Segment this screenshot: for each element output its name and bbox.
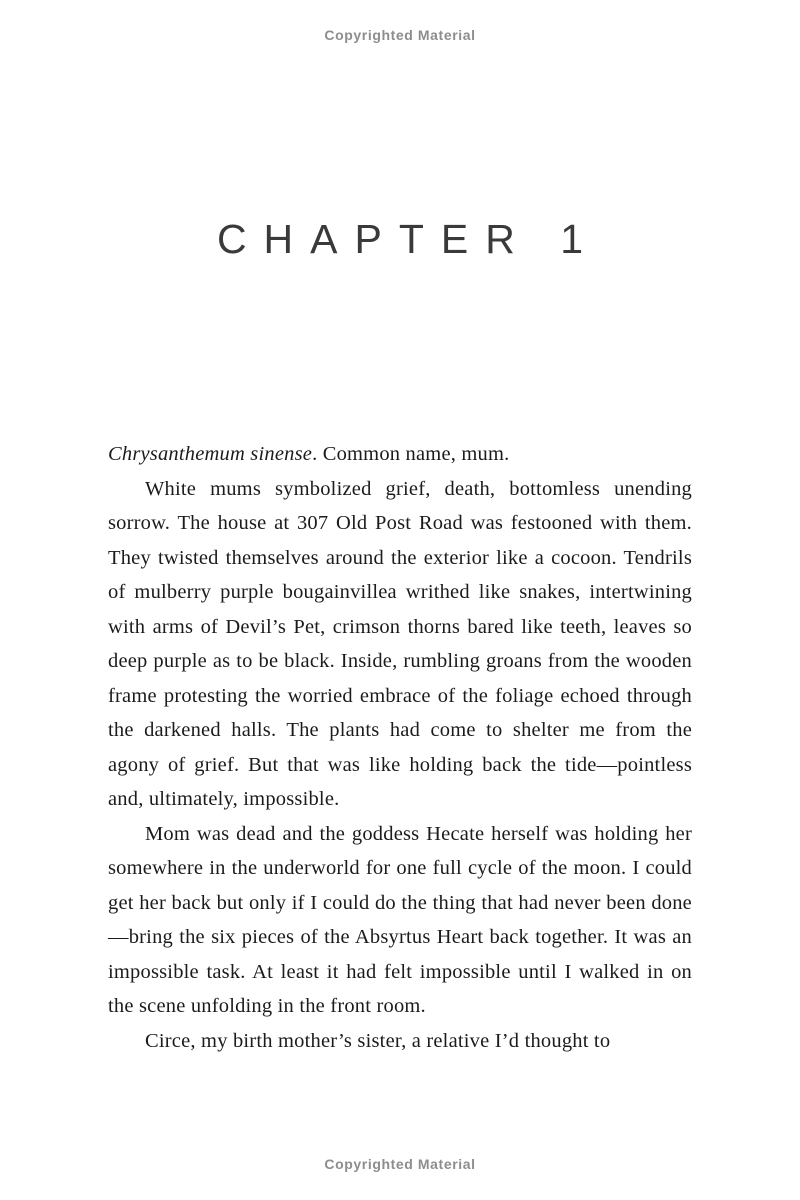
body-text	[108, 437, 692, 1058]
paragraph-mom-dead: Mom was dead and the goddess Hecate herself was holding her somewhere in the underworld for one full cycle of the moon. I could get her back but only if I could do the thing that had never been done—bring the six pieces of the Absyrtus Heart back together. It was an impossible task. At least it had felt impossible until I walked in on the scene unfolding in the front room.	[108, 822, 692, 1017]
copyright-notice-top: Copyrighted Material	[324, 27, 476, 43]
paragraph-circe: Circe, my birth mother’s sister, a relative I’d thought to	[145, 1029, 611, 1052]
paragraph-white-mums: White mums symbolized grief, death, bottomless unending sorrow. The house at 307 Old Post Road was festooned with them. They twisted themselves around the exterior like a cocoon. Tendrils of mulberry purple bougainvillea writhed like snakes, intertwining with arms of Devil’s Pet, crimson thorns bared like teeth, leaves so deep purple as to be black. Inside, rumbling groans from the wooden frame protesting the worried embrace of the foliage echoed through the darkened halls. The plants had come to shelter me from the agony of grief. But that was like holding back the tide—pointless and, ultimately, impossible.	[108, 477, 692, 810]
paragraph-opening-rest: . Common name, mum.	[312, 443, 510, 465]
species-name-italic: Chrysanthemum sinense	[108, 443, 313, 465]
paragraph-opening	[108, 437, 692, 472]
chapter-heading: CHAPTER 1	[216, 216, 601, 262]
copyright-notice-bottom: Copyrighted Material	[324, 1156, 476, 1172]
